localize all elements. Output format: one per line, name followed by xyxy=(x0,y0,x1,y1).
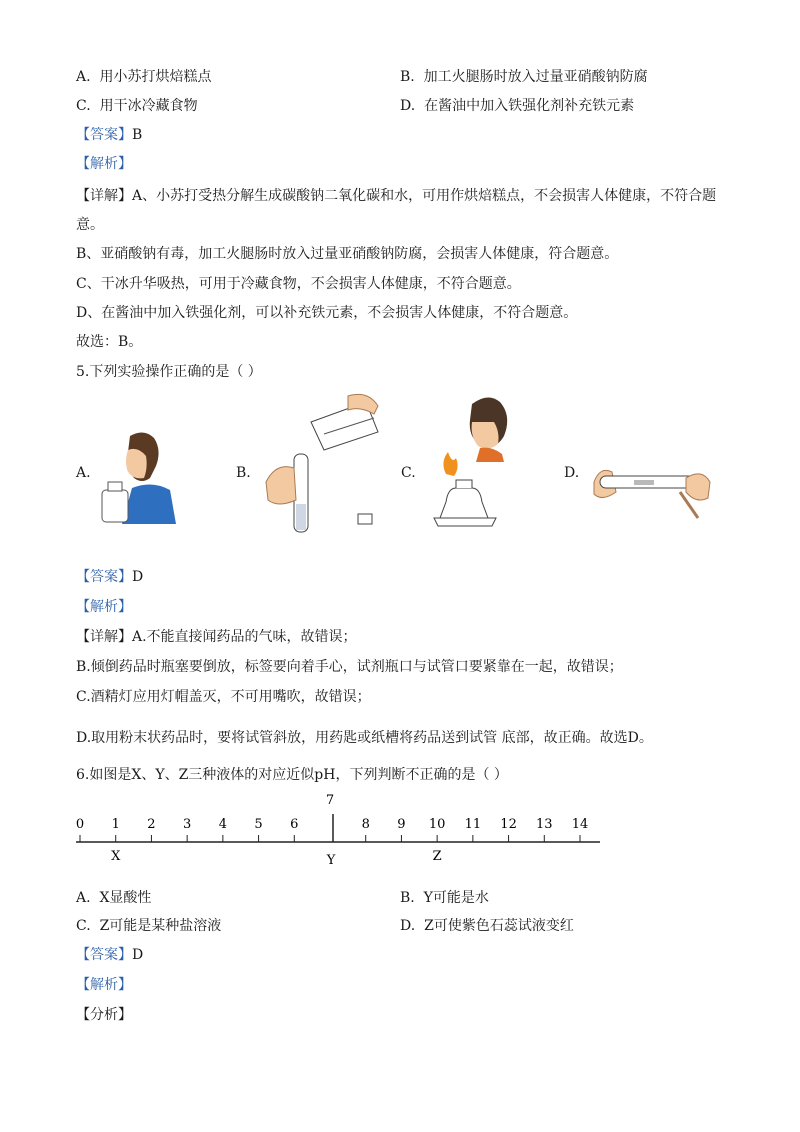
q4-detail-line-1 xyxy=(76,185,716,205)
q4-option-c xyxy=(76,95,198,115)
ph-tick-label-8: 8 xyxy=(361,817,370,832)
q5-option-label-b: B. xyxy=(236,465,251,481)
detail-tag: 【详解】 xyxy=(76,188,132,204)
detail-tag: 【详解】 xyxy=(76,629,132,645)
ph-tick-label-13: 13 xyxy=(536,817,553,832)
option-letter: B. xyxy=(400,890,415,906)
ph-tick-label-10: 10 xyxy=(428,817,446,832)
boy-smelling-bottle-illustration xyxy=(92,428,182,526)
answer-tag: 【答案】 xyxy=(76,569,132,585)
q4-detail-line-4: C、干冰升华吸热，可用于冷藏食物，不会损害人体健康，不符合题意。 xyxy=(76,276,521,292)
answer-tag: 【答案】 xyxy=(76,947,132,963)
option-text: 加工火腿肠时放入过量亚硝酸钠防腐 xyxy=(423,69,648,85)
option-letter: B. xyxy=(400,69,415,85)
q6-option-d xyxy=(400,915,574,935)
ph-marker-z: Z xyxy=(432,849,442,864)
ph-tick-label-7: 7 xyxy=(325,793,335,808)
q6-analysis2-tag: 【分析】 xyxy=(76,1007,132,1023)
q6-option-a xyxy=(76,887,151,907)
pouring-liquid-illustration xyxy=(256,392,391,534)
detail-text: A.不能直接闻药品的气味，故错误； xyxy=(132,629,357,645)
ph-tick-label-4: 4 xyxy=(218,817,227,832)
option-text: Z可能是某种盐溶液 xyxy=(99,918,222,934)
q4-detail-line-6: 故选：B。 xyxy=(76,334,143,350)
q5-analysis-tag: 【解析】 xyxy=(76,599,132,615)
ph-tick-label-1: 1 xyxy=(111,817,120,832)
q6-title: 6.如图是X、Y、Z三种液体的对应近似pH，下列判断不正确的是（ ） xyxy=(76,767,508,783)
ph-tick-label-0: 0 xyxy=(75,817,85,832)
q6-answer xyxy=(76,944,143,964)
q4-option-b xyxy=(400,66,648,86)
q4-analysis-tag: 【解析】 xyxy=(76,156,132,172)
option-letter: D. xyxy=(400,98,416,114)
option-text: 用干冰冷藏食物 xyxy=(99,98,198,114)
q6-option-b xyxy=(400,887,489,907)
answer-value: D xyxy=(132,947,144,963)
option-text: 在酱油中加入铁强化剂补充铁元素 xyxy=(424,98,635,114)
q4-option-a xyxy=(76,66,211,86)
q4-detail-line-5: D、在酱油中加入铁强化剂，可以补充铁元素，不会损害人体健康，不符合题意。 xyxy=(76,305,578,321)
ph-tick-label-12: 12 xyxy=(500,817,517,832)
option-letter: C. xyxy=(76,918,91,934)
detail-text: A、小苏打受热分解生成碳酸钠二氧化碳和水，可用作烘焙糕点，不会损害人体健康，不符合题 xyxy=(132,188,717,204)
ph-tick-label-9: 9 xyxy=(397,817,406,832)
q5-answer xyxy=(76,566,143,586)
q4-answer xyxy=(76,124,142,144)
q5-detail-line-3: C.酒精灯应用灯帽盖灭，不可用嘴吹，故错误； xyxy=(76,689,371,705)
q6-option-c xyxy=(76,915,221,935)
q5-option-label-a: A. xyxy=(76,465,91,481)
option-text: Y可能是水 xyxy=(423,890,489,906)
option-text: X显酸性 xyxy=(99,890,152,906)
option-letter: A. xyxy=(76,69,91,85)
q5-option-label-c: C. xyxy=(401,465,416,481)
q4-detail-line-3: B、亚硝酸钠有毒，加工火腿肠时放入过量亚硝酸钠防腐，会损害人体健康，符合题意。 xyxy=(76,246,619,262)
ph-tick-label-11: 11 xyxy=(464,817,482,832)
ph-tick-label-5: 5 xyxy=(254,817,263,832)
ph-tick-label-3: 3 xyxy=(183,817,192,832)
answer-tag: 【答案】 xyxy=(76,127,132,143)
answer-value: B xyxy=(132,127,143,143)
ph-tick-label-6: 6 xyxy=(290,817,299,832)
option-text: Z可使紫色石蕊试液变红 xyxy=(424,918,574,934)
q4-option-d xyxy=(400,95,634,115)
q5-detail-line-2: B.倾倒药品时瓶塞要倒放，标签要向着手心，试剂瓶口与试管口要紧靠在一起，故错误； xyxy=(76,659,623,675)
blowing-alcohol-lamp-illustration xyxy=(426,392,526,532)
ph-marker-x: X xyxy=(111,849,121,864)
option-letter: A. xyxy=(76,890,91,906)
ph-marker-y: Y xyxy=(326,853,336,868)
q5-title: 5.下列实验操作正确的是（ ） xyxy=(76,364,262,380)
option-letter: C. xyxy=(76,98,91,114)
option-letter: D. xyxy=(400,918,416,934)
q5-detail-line-4: D.取用粉末状药品时，要将试管斜放，用药匙或纸槽将药品送到试管 底部，故正确。故选D。 xyxy=(76,730,653,746)
option-text: 用小苏打烘焙糕点 xyxy=(99,69,212,85)
ph-tick-label-2: 2 xyxy=(147,817,156,832)
ph-tick-label-14: 14 xyxy=(571,817,589,832)
q6-analysis-tag: 【解析】 xyxy=(76,977,132,993)
q5-option-label-d: D. xyxy=(564,465,580,481)
test-tube-powder-illustration xyxy=(586,452,716,524)
q5-detail-line-1 xyxy=(76,626,357,646)
answer-value: D xyxy=(132,569,144,585)
q4-detail-line-2: 意。 xyxy=(76,217,104,233)
ph-scale-diagram xyxy=(0,786,800,870)
